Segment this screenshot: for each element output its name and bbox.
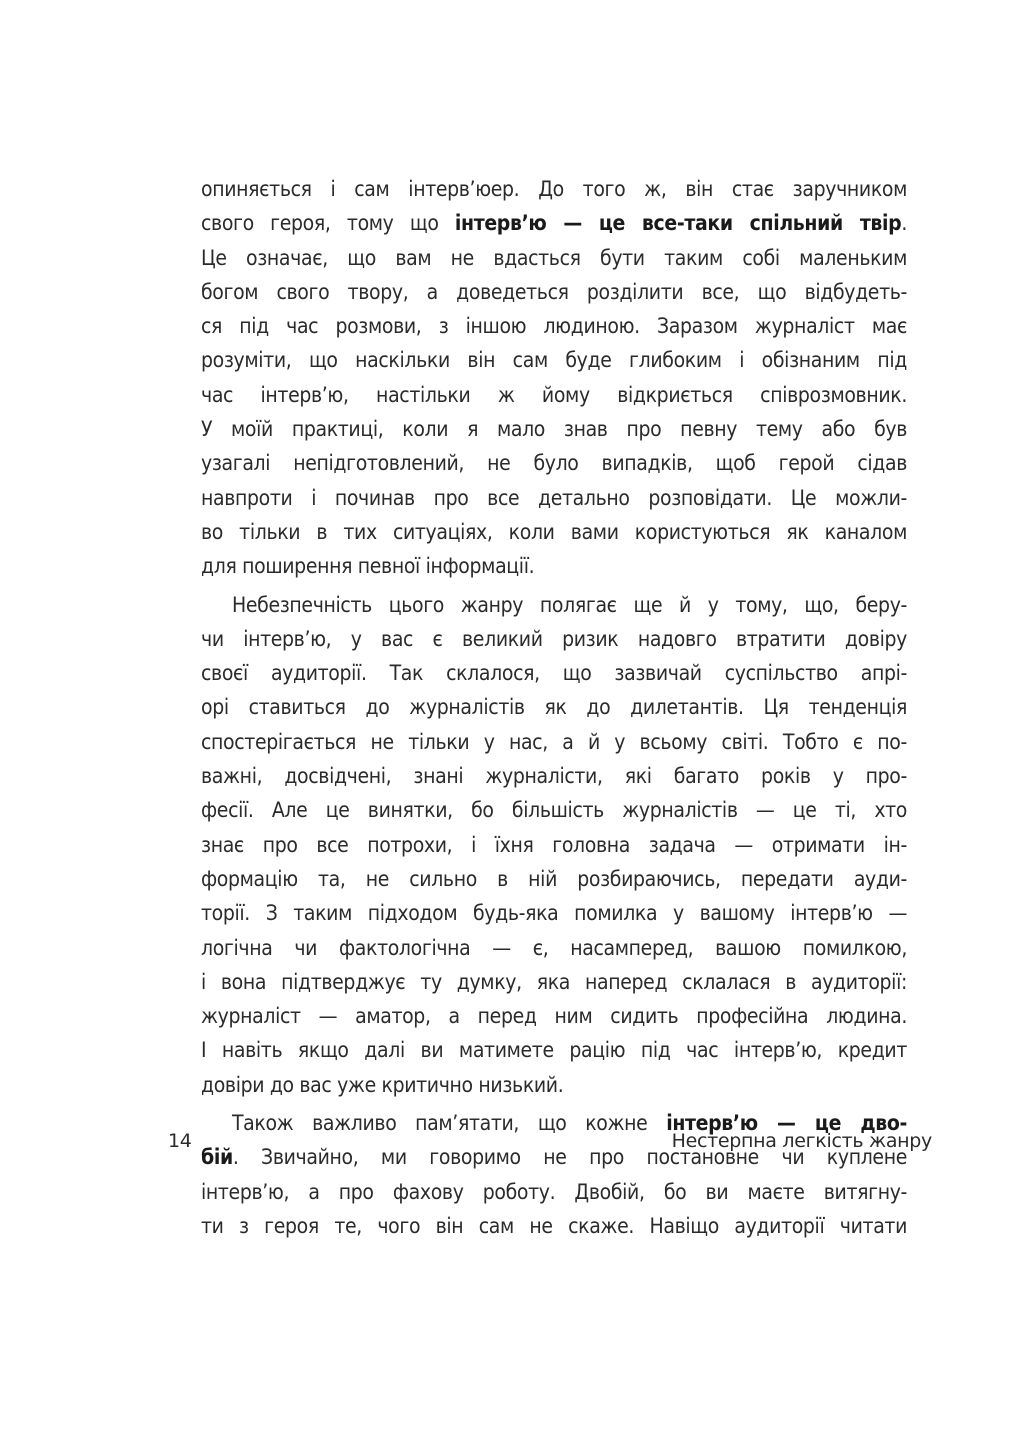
text-line: І навіть якщо далі ви матимете рацію під час інтерв’ю, кредит [201,1038,907,1063]
text-line: інтерв’ю, а про фахову роботу. Двобій, бо ви маєте витягну- [201,1179,907,1204]
page-number: 14 [168,1130,192,1152]
text-line: во тільки в тих ситуаціях, коли вами користуються як каналом [201,519,907,544]
text-line: журналіст — аматор, а перед ним сидить професійна людина. [201,1004,907,1029]
text-line: спостерігається не тільки у нас, а й у всьому світі. Тобто є по- [201,729,907,754]
text-line: навпроти і починав про все детально розповідати. Це можли- [201,485,907,510]
bold-emphasis: інтерв’ю — це дво- [666,1111,907,1136]
running-title: Нестерпна легкість жанру [671,1130,932,1152]
text-line: фесії. Але це винятки, бо більшість журналістів — це ті, хто [201,798,907,823]
text-line: Це означає, що вам не вдасться бути таким собі маленьким [201,245,907,270]
text-line: знає про все потрохи, і їхня головна задача — отримати ін- [201,832,907,857]
text-line: У моїй практиці, коли я мало знав про певну тему або був [201,417,907,442]
text-line: розуміти, що наскільки він сам буде глибоким і обізнаним під [201,348,907,373]
text-line: свого героя, тому що інтерв’ю — це все-таки спільний твір. [201,211,907,236]
bold-emphasis: бій [201,1145,233,1170]
text-line: опиняється і сам інтерв’юер. До того ж, він стає заручником [201,177,907,201]
text-line: бій. Звичайно, ми говоримо не про постановне чи куплене [201,1145,907,1170]
text-line: час інтерв’ю, настільки ж йому відкриється співрозмовник. [201,382,907,407]
text-line: ся під час розмови, з іншою людиною. Заразом журналіст має [201,314,907,339]
text-line: узагалі непідготовлений, не було випадків, щоб герой сідав [201,451,907,476]
text-line: Небезпечність цього жанру полягає ще й у тому, що, беру- [232,592,907,617]
text-line: формацію та, не сильно в ній розбираючись, передати ауди- [201,866,907,891]
text-line: довіри до вас уже критично низький. [201,1072,564,1097]
text-line: і вона підтверджує ту думку, яка наперед склалася в аудиторії: [201,969,907,994]
text-line: чи інтерв’ю, у вас є великий ризик надовго втратити довіру [201,626,907,651]
text-line: важні, досвідчені, знані журналісти, які багато років у про- [201,764,907,789]
text-line: орі ставиться до журналістів як до дилетантів. Ця тенденція [201,695,907,720]
text-line: логічна чи фактологічна — є, насамперед, вашою помилкою, [201,935,907,960]
bold-emphasis: інтерв’ю — це все-таки спільний твір [454,211,902,236]
text-line: ти з героя те, чого він сам не скаже. Навіщо аудиторії читати [201,1213,907,1238]
body-text [201,172,907,1243]
text-line: для поширення певної інформації. [201,554,535,579]
text-line: Також важливо пам’ятати, що кожне інтерв’ю — це дво- [232,1111,907,1136]
text-line: торії. З таким підходом будь-яка помилка у вашому інтерв’ю — [201,901,907,926]
text-line: своєї аудиторії. Так склалося, що зазвичай суспільство апрі- [201,661,907,686]
text-line: богом свого твору, а доведеться розділити все, що відбудеть- [201,279,907,304]
